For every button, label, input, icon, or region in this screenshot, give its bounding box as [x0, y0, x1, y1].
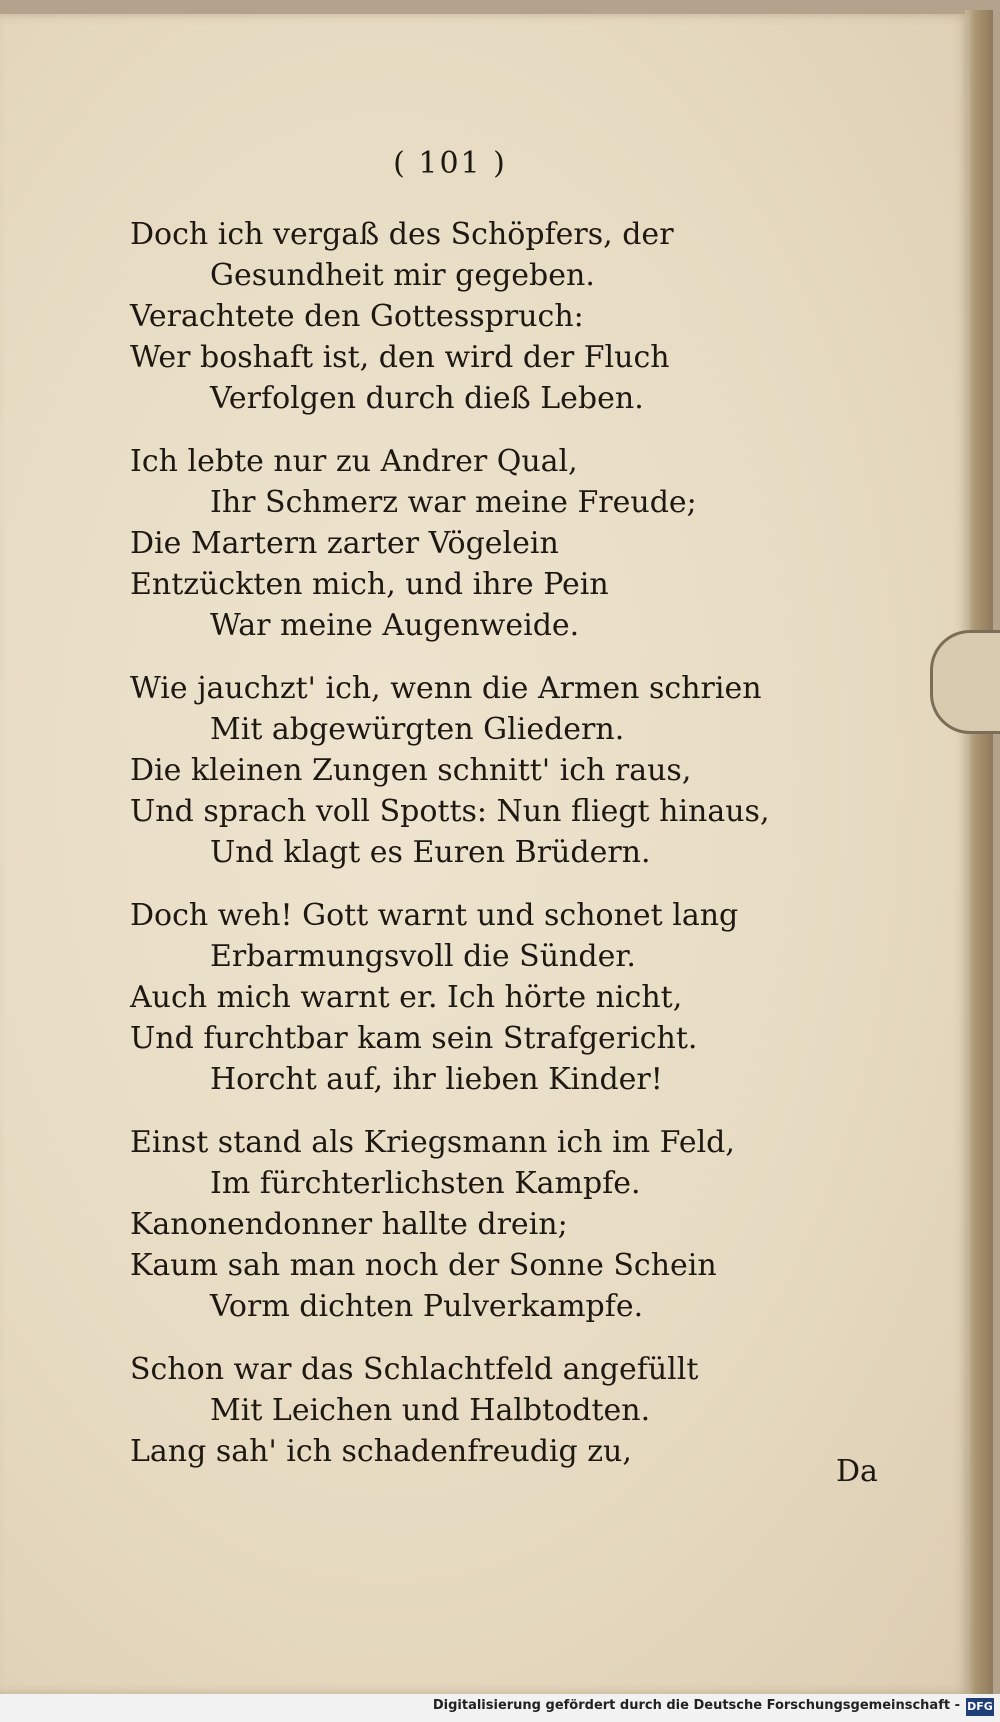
poem-line: Und klagt es Euren Brüdern. [210, 835, 651, 870]
stanza [130, 1349, 910, 1472]
poem-line: Ich lebte nur zu Andrer Qual, [130, 444, 578, 479]
poem-line: Vorm dichten Pulverkampfe. [210, 1289, 644, 1324]
poem-line: Verfolgen durch dieß Leben. [210, 381, 644, 416]
poem-line: Und sprach voll Spotts: Nun fliegt hinaus, [130, 794, 770, 829]
poem-line: Auch mich warnt er. Ich hörte nicht, [130, 980, 683, 1015]
poem-line: Horcht auf, ihr lieben Kinder! [210, 1062, 663, 1097]
poem-line: Gesundheit mir gegeben. [210, 258, 595, 293]
stanza [130, 668, 910, 873]
footer-credit: Digitalisierung gefördert durch die Deutsche Forschungsgemeinschaft - [432, 1698, 960, 1713]
stanza-gap [130, 1100, 910, 1122]
book-page [0, 14, 970, 1694]
poem-line: Verachtete den Gottesspruch: [130, 299, 584, 334]
poem-line: Die kleinen Zungen schnitt' ich raus, [130, 753, 692, 788]
poem-line: Und furchtbar kam sein Strafgericht. [130, 1021, 698, 1056]
stanza [130, 1122, 910, 1327]
poem-line: Wie jauchzt' ich, wenn die Armen schrien [130, 671, 762, 706]
stanza-gap [130, 419, 910, 441]
stanza-gap [130, 646, 910, 668]
poem-line: War meine Augenweide. [210, 608, 580, 643]
bookmark-tab [930, 630, 1000, 734]
poem-line: Mit Leichen und Halbtodten. [210, 1393, 651, 1428]
poem-line: Lang sah' ich schadenfreudig zu, [130, 1434, 632, 1469]
poem-line: Im fürchterlichsten Kampfe. [210, 1166, 641, 1201]
stanza-gap [130, 1327, 910, 1349]
catchword: Da [836, 1454, 878, 1489]
stanza [130, 214, 910, 419]
poem-line: Kaum sah man noch der Sonne Schein [130, 1248, 717, 1283]
stanza [130, 441, 910, 646]
poem-line: Doch weh! Gott warnt und schonet lang [130, 898, 739, 933]
dfg-logo: DFG [966, 1698, 994, 1716]
poem-line: Doch ich vergaß des Schöpfers, der [130, 217, 674, 252]
poem-line: Erbarmungsvoll die Sünder. [210, 939, 636, 974]
poem-line: Die Martern zarter Vögelein [130, 526, 559, 561]
poem-line: Kanonendonner hallte drein; [130, 1207, 568, 1242]
poem-line: Wer boshaft ist, den wird der Fluch [130, 340, 670, 375]
poem-line: Mit abgewürgten Gliedern. [210, 712, 625, 747]
poem-line: Einst stand als Kriegsmann ich im Feld, [130, 1125, 735, 1160]
poem-line: Entzückten mich, und ihre Pein [130, 567, 609, 602]
poem-text [130, 214, 910, 1472]
poem-line: Schon war das Schlachtfeld angefüllt [130, 1352, 699, 1387]
poem-line: Ihr Schmerz war meine Freude; [210, 485, 697, 520]
page-header: ( 101 ) [393, 146, 507, 181]
footer-bar [0, 1694, 1000, 1722]
stanza [130, 895, 910, 1100]
stanza-gap [130, 873, 910, 895]
